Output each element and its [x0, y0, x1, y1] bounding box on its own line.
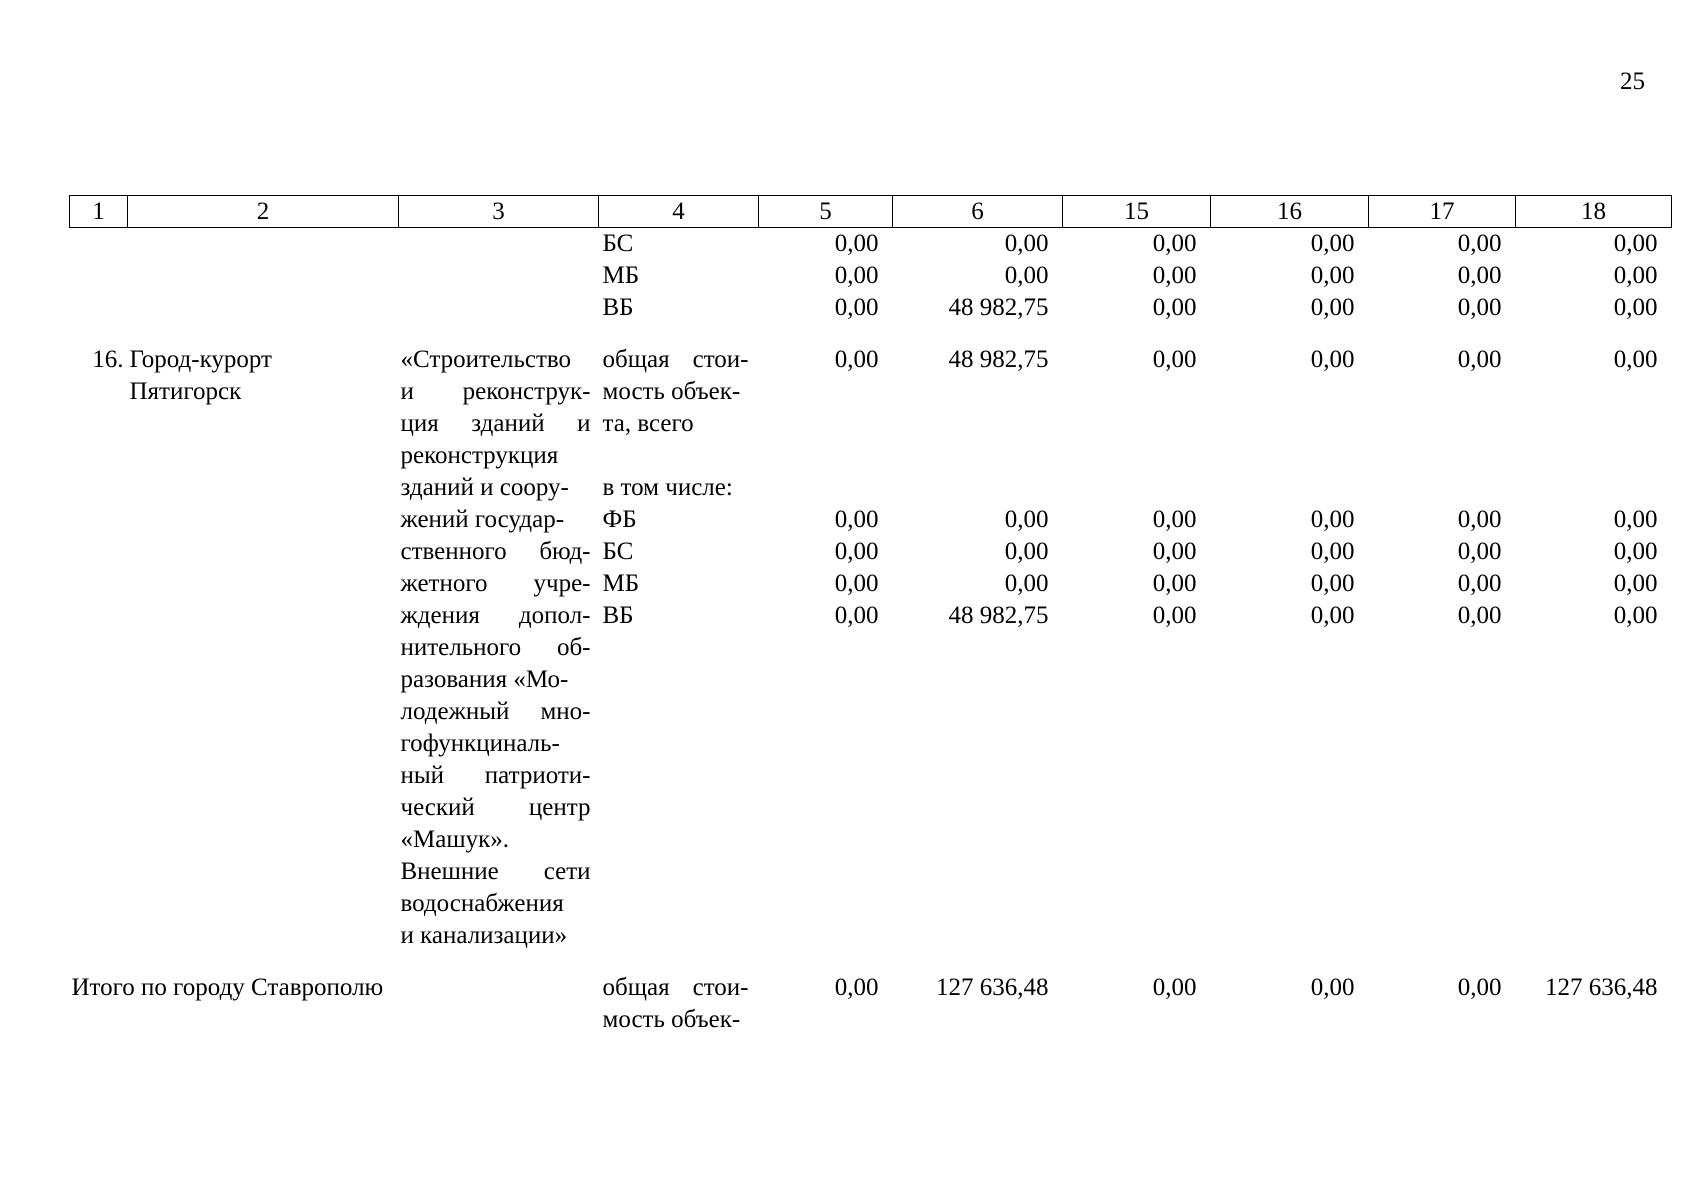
- cost-label-line: общая стои-: [602, 346, 749, 373]
- value-cell: 0,00: [1152, 570, 1197, 597]
- description-line: лодежный мно-: [400, 698, 591, 725]
- table-row: [70, 260, 1672, 292]
- funding-source: БС: [602, 538, 634, 565]
- value-cell: 0,00: [1004, 230, 1049, 257]
- value-cell: 0,00: [834, 262, 879, 289]
- column-header: 3: [399, 196, 599, 228]
- funding-source: ВБ: [602, 602, 634, 629]
- column-header: 18: [1516, 196, 1672, 228]
- description-line: жетного учре-: [400, 570, 591, 597]
- value-cell: 0,00: [1457, 262, 1502, 289]
- cost-label-line: общая стои-: [602, 974, 749, 1001]
- value-cell: 0,00: [1457, 602, 1502, 629]
- description-line: и реконструк-: [400, 378, 591, 405]
- column-header: 5: [759, 196, 893, 228]
- value-cell: 0,00: [834, 294, 879, 321]
- summary-label: Итого по городу Ставрополю: [71, 974, 384, 1001]
- description-line: ный патриоти-: [400, 762, 591, 789]
- municipality-line: Пятигорск: [129, 378, 242, 405]
- value-cell: 0,00: [1457, 346, 1502, 373]
- value-cell: 0,00: [1613, 506, 1658, 533]
- description-line: водоснабжения: [400, 890, 564, 917]
- value-cell: 0,00: [1152, 538, 1197, 565]
- value-cell: 0,00: [1004, 538, 1049, 565]
- value-cell: 0,00: [1457, 294, 1502, 321]
- value-cell: 0,00: [1457, 570, 1502, 597]
- description-line: ственного бюд-: [400, 538, 591, 565]
- description-line: ческий центр: [400, 794, 591, 821]
- value-cell: 0,00: [834, 506, 879, 533]
- value-cell: 0,00: [1004, 262, 1049, 289]
- value-cell: 0,00: [1152, 346, 1197, 373]
- value-cell: 0,00: [1613, 262, 1658, 289]
- entry-number: 16.: [92, 346, 124, 373]
- value-cell: 0,00: [1004, 506, 1049, 533]
- column-header: 15: [1063, 196, 1211, 228]
- column-header: 4: [599, 196, 759, 228]
- description-line: «Строительство: [400, 346, 572, 373]
- value-cell: 0,00: [1613, 294, 1658, 321]
- description-line: Внешние сети: [400, 858, 591, 885]
- value-cell: 48 982,75: [948, 294, 1049, 321]
- cost-label-line: та, всего: [602, 410, 694, 437]
- cost-label-line: мость объек-: [602, 1006, 741, 1033]
- value-cell: 0,00: [1457, 230, 1502, 257]
- cost-label: [599, 344, 759, 440]
- value-cell: 0,00: [1310, 346, 1355, 373]
- value-cell: 0,00: [1310, 602, 1355, 629]
- value-cell: 0,00: [1457, 538, 1502, 565]
- value-cell: 0,00: [1613, 570, 1658, 597]
- column-number-header-row: [70, 196, 1672, 228]
- value-cell: 0,00: [1152, 506, 1197, 533]
- funding-source: МБ: [602, 262, 640, 289]
- value-cell: 0,00: [1310, 230, 1355, 257]
- value-cell: 0,00: [1310, 570, 1355, 597]
- value-cell: 0,00: [1152, 262, 1197, 289]
- value-cell: 0,00: [834, 230, 879, 257]
- value-cell: 0,00: [834, 538, 879, 565]
- value-cell: 0,00: [1457, 506, 1502, 533]
- summary-row: [70, 972, 1672, 1036]
- value-cell: 0,00: [1310, 538, 1355, 565]
- description-line: реконструкция: [400, 442, 559, 469]
- table-row: [70, 228, 1672, 261]
- description-line: жений государ-: [400, 506, 565, 533]
- value-cell: 48 982,75: [948, 602, 1049, 629]
- value-cell: 0,00: [1152, 230, 1197, 257]
- municipality-name: [128, 344, 399, 952]
- description-line: ждения допол-: [400, 602, 591, 629]
- page-number: 25: [1620, 68, 1645, 95]
- value-cell: 127 636,48: [936, 974, 1049, 1001]
- funding-source: ВБ: [602, 294, 634, 321]
- value-cell: 0,00: [1613, 346, 1658, 373]
- value-cell: 0,00: [1457, 974, 1502, 1001]
- description-line: «Машук».: [400, 826, 509, 853]
- cost-label-line: мость объек-: [602, 378, 741, 405]
- value-cell: 0,00: [834, 346, 879, 373]
- value-cell: 0,00: [1152, 294, 1197, 321]
- value-cell: 0,00: [1613, 538, 1658, 565]
- object-description: [399, 344, 599, 952]
- value-cell: 0,00: [834, 570, 879, 597]
- value-cell: 0,00: [1310, 506, 1355, 533]
- value-cell: 0,00: [1152, 974, 1197, 1001]
- value-cell: 0,00: [834, 602, 879, 629]
- funding-source: ФБ: [602, 506, 637, 533]
- cost-label: [599, 972, 759, 1036]
- column-header: 16: [1211, 196, 1369, 228]
- municipality-line: Город-курорт: [129, 346, 272, 373]
- description-line: разования «Мо-: [400, 666, 569, 693]
- funding-source: МБ: [602, 570, 640, 597]
- value-cell: 0,00: [1613, 602, 1658, 629]
- value-cell: 0,00: [1613, 230, 1658, 257]
- column-header: 17: [1369, 196, 1516, 228]
- description-line: и канализации»: [400, 922, 568, 949]
- description-line: ция зданий и: [400, 410, 591, 437]
- column-header: 2: [128, 196, 399, 228]
- description-line: зданий и соору-: [400, 474, 569, 501]
- value-cell: 0,00: [1004, 570, 1049, 597]
- funding-source: БС: [602, 230, 634, 257]
- budget-table: [69, 195, 1672, 1036]
- description-line: гофункциналь-: [400, 730, 560, 757]
- table-row: [70, 344, 1672, 440]
- value-cell: 0,00: [834, 974, 879, 1001]
- table-row: [70, 292, 1672, 324]
- value-cell: 0,00: [1310, 294, 1355, 321]
- value-cell: 127 636,48: [1545, 974, 1658, 1001]
- value-cell: 0,00: [1310, 974, 1355, 1001]
- value-cell: 0,00: [1152, 602, 1197, 629]
- including-label: в том числе:: [602, 474, 733, 501]
- column-header: 6: [893, 196, 1063, 228]
- value-cell: 0,00: [1310, 262, 1355, 289]
- description-line: нительного об-: [400, 634, 591, 661]
- value-cell: 48 982,75: [948, 346, 1049, 373]
- column-header: 1: [70, 196, 128, 228]
